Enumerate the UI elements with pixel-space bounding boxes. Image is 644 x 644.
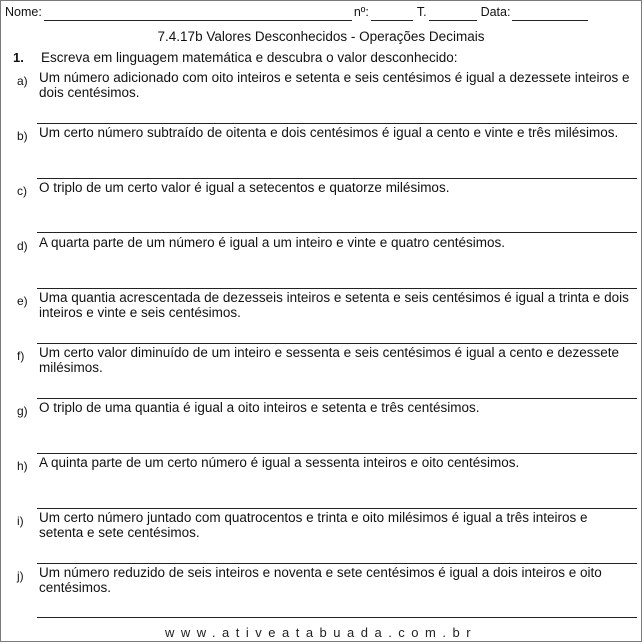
answer-line[interactable] [37, 563, 637, 564]
question-number: 1. [13, 50, 24, 65]
item-letter: g) [17, 404, 28, 418]
question-prompt: Escreva em linguagem matemática e descubra o valor desconhecido: [41, 50, 458, 65]
item-letter: e) [17, 294, 28, 308]
number-blank[interactable] [371, 8, 413, 21]
answer-line[interactable] [37, 123, 637, 124]
answer-line[interactable] [37, 232, 637, 233]
name-blank[interactable] [44, 8, 352, 21]
class-blank[interactable] [429, 8, 477, 21]
date-label: Data: [480, 5, 511, 19]
item-letter: h) [17, 459, 28, 473]
item-letter: b) [17, 129, 28, 143]
name-label: Nome: [5, 5, 42, 19]
worksheet-title: 7.4.17b Valores Desconhecidos - Operações Decimais [157, 29, 485, 44]
item-text: O triplo de uma quantia é igual a oito inteiros e setenta e três centésimos. [39, 400, 480, 415]
item-letter: f) [17, 349, 25, 363]
answer-line[interactable] [37, 508, 637, 509]
answer-line[interactable] [37, 453, 637, 454]
item-letter: a) [17, 74, 28, 88]
item-text: Uma quantia acrescentada de dezesseis inteiros e setenta e seis centésimos é igual a trinta e dois inteiros e vinte e seis centésimos. [39, 290, 629, 320]
class-label: T. [416, 5, 427, 19]
item-text: Um certo valor diminuído de um inteiro e sessenta e seis centésimos é igual a cento e dezessete milésimos. [39, 345, 620, 375]
item-text: A quarta parte de um número é igual a um inteiro e vinte e quatro centésimos. [39, 235, 506, 250]
item-text: Um certo número subtraído de oitenta e dois centésimos é igual a cento e vinte e três milésimos. [39, 125, 619, 140]
item-text: A quinta parte de um certo número é igual a sessenta inteiros e oito centésimos. [39, 455, 520, 470]
answer-line[interactable] [37, 398, 637, 399]
date-blank[interactable] [512, 8, 588, 21]
student-info-header [5, 3, 637, 21]
item-text: Um número reduzido de seis inteiros e noventa e sete centésimos é igual a dois inteiros e oito centésimos. [39, 565, 602, 595]
answer-line[interactable] [37, 288, 637, 289]
answer-line[interactable] [37, 617, 637, 618]
number-label: nº: [353, 5, 369, 19]
item-letter: c) [17, 184, 27, 198]
item-letter: d) [17, 239, 28, 253]
item-letter: j) [17, 569, 24, 583]
answer-line[interactable] [37, 343, 637, 344]
item-text: Um certo número juntado com quatrocentos e trinta e oito milésimos é igual a três inteiros e setenta e sete centésimos. [39, 510, 588, 540]
item-text: Um número adicionado com oito inteiros e setenta e seis centésimos é igual a dezessete inteiros e dois centésimos. [39, 70, 630, 100]
answer-line[interactable] [37, 178, 637, 179]
item-text: O triplo de um certo valor é igual a setecentos e quatorze milésimos. [39, 180, 450, 195]
item-letter: i) [17, 514, 24, 528]
website-footer: www.ativeatabuada.com.br [164, 625, 478, 640]
